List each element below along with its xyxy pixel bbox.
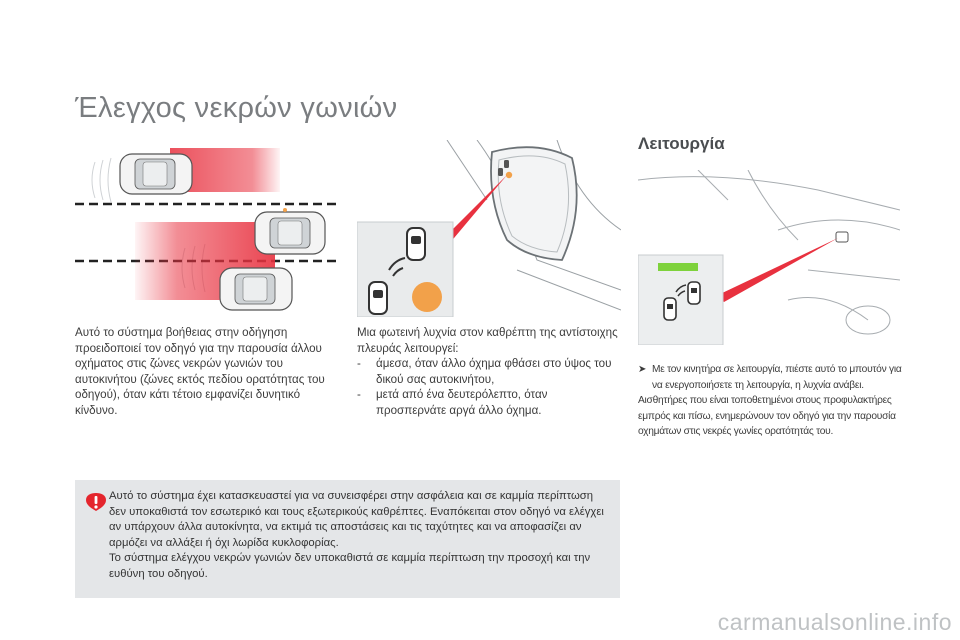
list-item: - μετά από ένα δευτερόλεπτο, όταν προσπερνάτε αργά άλλο όχημα. [357,387,619,418]
mirror-lamp-list [357,356,619,418]
car-icon [220,268,292,310]
page-title: Έλεγχος νεκρών γωνιών [75,92,398,124]
car-icon [255,208,325,254]
warning-box [75,480,620,598]
section-title: Λειτουργία [638,134,725,153]
watermark: carmanualsonline.info [717,609,952,635]
mirror-lamp-intro: Μια φωτεινή λυχνία στον καθρέπτη της αντίστοιχης πλευράς λειτουργεί: [357,326,618,355]
warning-text [109,489,609,583]
side-mirror [491,147,577,260]
mirror-lamp-illustration [357,140,621,317]
button-location-marker [836,232,848,242]
dashboard-diagram [638,170,900,345]
operation-bullet [638,362,910,393]
dashboard-button-illustration [638,170,900,345]
operation-bullet-text: Με τον κινητήρα σε λειτουργία, πιέστε αυτό το μπουτόν για να ενεργοποιήσετε τη λειτουργία, η λυχνία ανάβει. [652,364,902,391]
mirror-diagram [357,140,621,317]
mirror-lamp-text [357,325,619,418]
warning-paragraph: Αυτό το σύστημα έχει κατασκευαστεί για να συνεισφέρει στην ασφάλεια και σε καμμία περίπτωση δεν υποκαθιστά τον εσωτερικό και τους εξωτερικούς καθρέπτες. Εναπόκειται στον οδηγό να ελέγχει αν υπάρχουν άλλα αυτοκίνητα, να εκτιμά τις αποστάσεις και τις ταχύτητες και να αποφασίζει αν αρμόζει να αλλάξει ή όχι λωρίδα κυκλοφορίας. [109,490,604,549]
arrow-bullet-icon: ➤ [638,364,647,375]
blind-spot-zones-illustration [75,140,340,315]
warning-paragraph: Το σύστημα ελέγχου νεκρών γωνιών δεν υποκαθιστά σε καμμία περίπτωση την προσοχή και την ευθύνη του οδηγού. [109,552,591,580]
intro-paragraph: Αυτό το σύστημα βοήθειας στην οδήγηση προειδοποιεί τον οδηγό για την παρουσία άλλου οχήματος στις ζώνες νεκρών γωνιών του αυτοκινήτου (ζώνες εκτός πεδίου ορατότητας του οδηγού), όταν κάτι τέτοιο εμφανίζει δυνητικό κίνδυνο. [75,326,325,417]
operation-text [638,362,910,440]
button-pointer [718,238,838,302]
car-outline-icon [407,228,425,260]
warning-lamp [412,282,442,312]
road-diagram [75,140,340,315]
intro-text [75,325,330,418]
operation-sensors-text: Αισθητήρες που είναι τοποθετημένοι στους προφυλακτήρες εμπρός και πίσω, ενημερώνουν τον οδηγό για την παρουσία οχημάτων στις νεκρές γωνίες ορατότητάς του. [638,395,896,437]
car-icon [120,154,192,194]
warning-icon [85,492,107,512]
indicator-light [658,263,698,271]
list-item: - άμεσα, όταν άλλο όχημα φθάσει στο ύψος του δικού σας αυτοκινήτου, [357,356,619,387]
car-outline-icon [369,282,387,314]
